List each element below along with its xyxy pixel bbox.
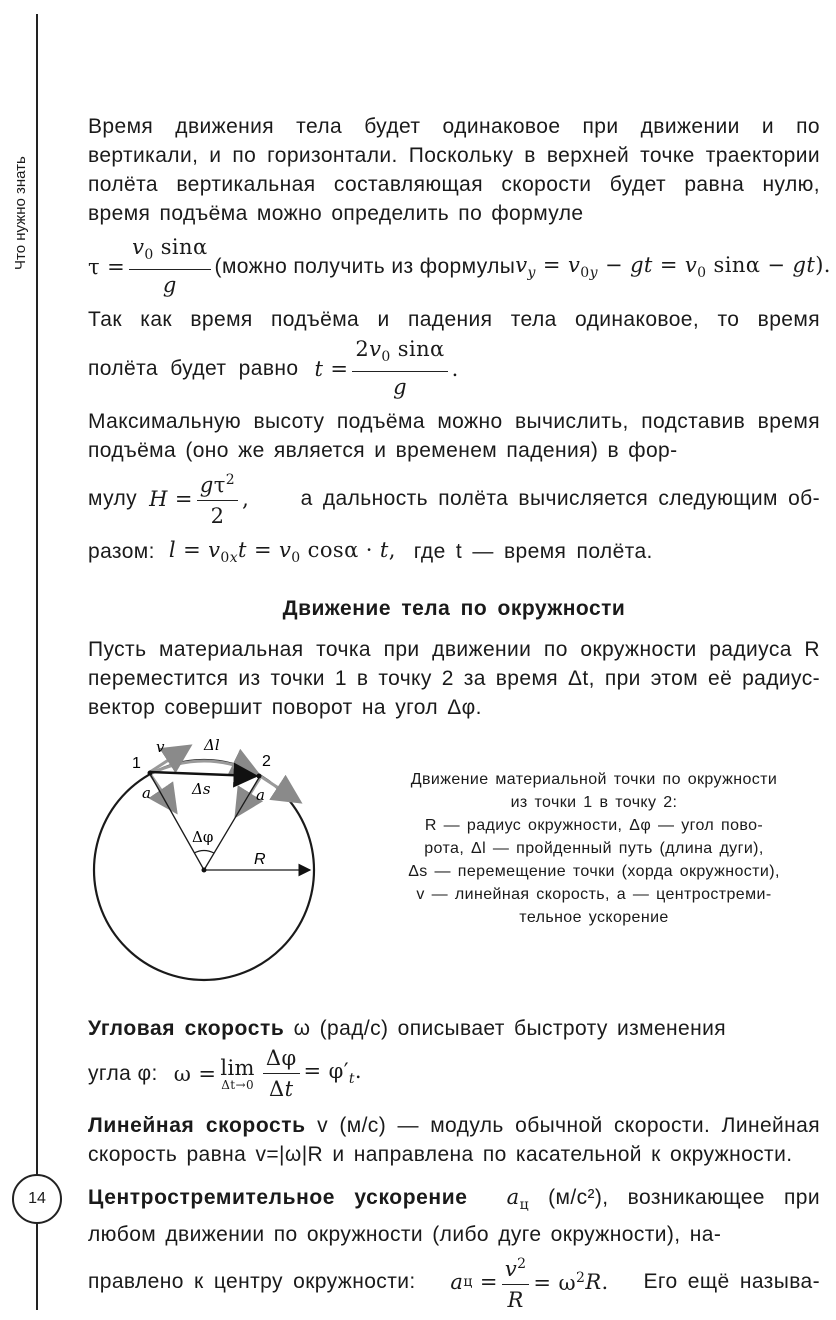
formula-angular-velocity: угла φ: ω = lim Δt→0 $\frac{\Delta\varphi}{\Delta t}$ = $\varphi'_t$. bbox=[88, 1045, 362, 1101]
caption-line: из точки 1 в точку 2: bbox=[510, 793, 678, 811]
point-1-dot bbox=[148, 770, 153, 775]
formula-total-time: полёта будет равно t = $\frac{2v_0 \sin\alpha}{g}$ . bbox=[88, 337, 459, 400]
running-header bbox=[8, 120, 34, 270]
radius-to-point-2 bbox=[204, 776, 260, 870]
label-R: R bbox=[254, 850, 266, 868]
label-v: v bbox=[156, 737, 165, 756]
formula-centripetal: правлено к центру окружности: a ц = $\frac{v^2}{R}$ = $\omega^2$ R . Его ещё называ- bbox=[88, 1251, 820, 1314]
page-content bbox=[88, 112, 831, 1314]
formula-rise-time: τ = $\frac{v_0 \sin\alpha}{g}$ (можно получить из формулы $v_y = v_{0y}$ − gt = $v_0$ sinα − gt). bbox=[88, 235, 831, 298]
caption-line: Движение материальной точки по окружности bbox=[410, 770, 778, 788]
total-time-text: полёта будет равно bbox=[88, 356, 299, 380]
caption-line: Δs — перемещение точки (хорда окружности), bbox=[408, 862, 780, 880]
centripetal-line3-pre: правлено к центру окружности: bbox=[88, 1270, 416, 1294]
label-a-2: a bbox=[256, 785, 265, 804]
caption-line: рота, Δl — пройденный путь (длина дуги), bbox=[424, 839, 764, 857]
caption-line: R — радиус окружности, Δφ — угол пово- bbox=[424, 816, 764, 834]
label-a-1: a bbox=[142, 783, 151, 802]
tangent-vector-2 bbox=[260, 776, 300, 802]
caption-line: тельное ускорение bbox=[519, 908, 669, 926]
page-margin-rule bbox=[36, 14, 38, 1310]
paragraph-angular-velocity bbox=[88, 1014, 820, 1043]
caption-line: v — линейная скорость, a — центростреми- bbox=[416, 885, 772, 903]
angle-arc bbox=[194, 850, 214, 853]
formula-max-height: мулу H = $\frac{g\tau^2}{2}$ , а дальность полёта вычисляется следующим об- bbox=[88, 467, 820, 530]
paragraph-flight-time: Время движения тела будет одинаковое при движении и по вертикали, и по горизонтали. Поскольку в верхней точке траектории полёта вертикальная составляющая скорости будет равна нулю, время подъёма можно определить по формуле bbox=[88, 115, 820, 225]
page-number: 14 bbox=[12, 1174, 62, 1224]
centripetal-line3-post: Его ещё называ- bbox=[643, 1270, 820, 1294]
formula-range: разом: $l = v_{0x}t = v_0$ cosα · t, где t — время полёта. bbox=[88, 538, 653, 567]
formula-note: (можно получить из формулы bbox=[214, 254, 516, 278]
linear-velocity-text: v (м/с) — модуль обычной скорости. Линейная скорость равна v=|ω|R и направлена по касательной к окружности. bbox=[88, 1113, 821, 1166]
circle-center bbox=[202, 867, 207, 872]
range-text-pre: разом: bbox=[88, 540, 155, 564]
diagram-caption bbox=[366, 768, 822, 929]
paragraph-centripetal: Центростремительное ускорение $a_ц$ (м/с²), возникающее при любом движении по окружности (либо дуге окружности), на- bbox=[88, 1184, 820, 1246]
term-linear-velocity: Линейная скорость bbox=[88, 1113, 306, 1137]
section-title-vertical: Что нужно знать bbox=[12, 156, 29, 270]
centripetal-text: (м/с²), возникающее при любом движении по окружности (либо дуге окружности), на- bbox=[88, 1185, 820, 1246]
label-point-2: 2 bbox=[262, 752, 271, 770]
angular-velocity-text: ω (рад/с) описывает быстроту изменения bbox=[293, 1016, 727, 1040]
displacement-chord bbox=[150, 772, 256, 776]
circle-diagram-block bbox=[88, 736, 820, 998]
paragraph-circular-motion: Пусть материальная точка при движении по окружности радиуса R переместится из точки 1 в точку 2 за время Δt, при этом её радиус-вектор совершит поворот на угол Δφ. bbox=[88, 637, 820, 719]
label-delta-phi: Δφ bbox=[192, 827, 214, 846]
paragraph-linear-velocity bbox=[88, 1111, 820, 1169]
term-angular-velocity: Угловая скорость bbox=[88, 1016, 285, 1040]
angular-line2-text: угла φ: bbox=[88, 1061, 158, 1085]
range-text-post: где t — время полёта. bbox=[413, 540, 653, 564]
max-height-text-post: а дальность полёта вычисляется следующим об- bbox=[300, 486, 820, 510]
circle-diagram bbox=[88, 736, 338, 998]
label-delta-s: Δs bbox=[192, 779, 211, 798]
label-delta-l: Δl bbox=[204, 735, 220, 754]
term-centripetal-acceleration: Центростремительное ускорение bbox=[88, 1185, 468, 1209]
label-point-1: 1 bbox=[132, 754, 141, 772]
point-2-dot bbox=[257, 773, 262, 778]
paragraph-max-height: Максимальную высоту подъёма можно вычислить, подставив время подъёма (оно же является и временем падения) в фор- bbox=[88, 410, 820, 463]
max-height-text-pre: мулу bbox=[88, 486, 138, 510]
paragraph-total-time: Так как время подъёма и падения тела одинаковое, то время bbox=[88, 308, 820, 332]
section-heading: Движение тела по окружности bbox=[282, 596, 626, 620]
